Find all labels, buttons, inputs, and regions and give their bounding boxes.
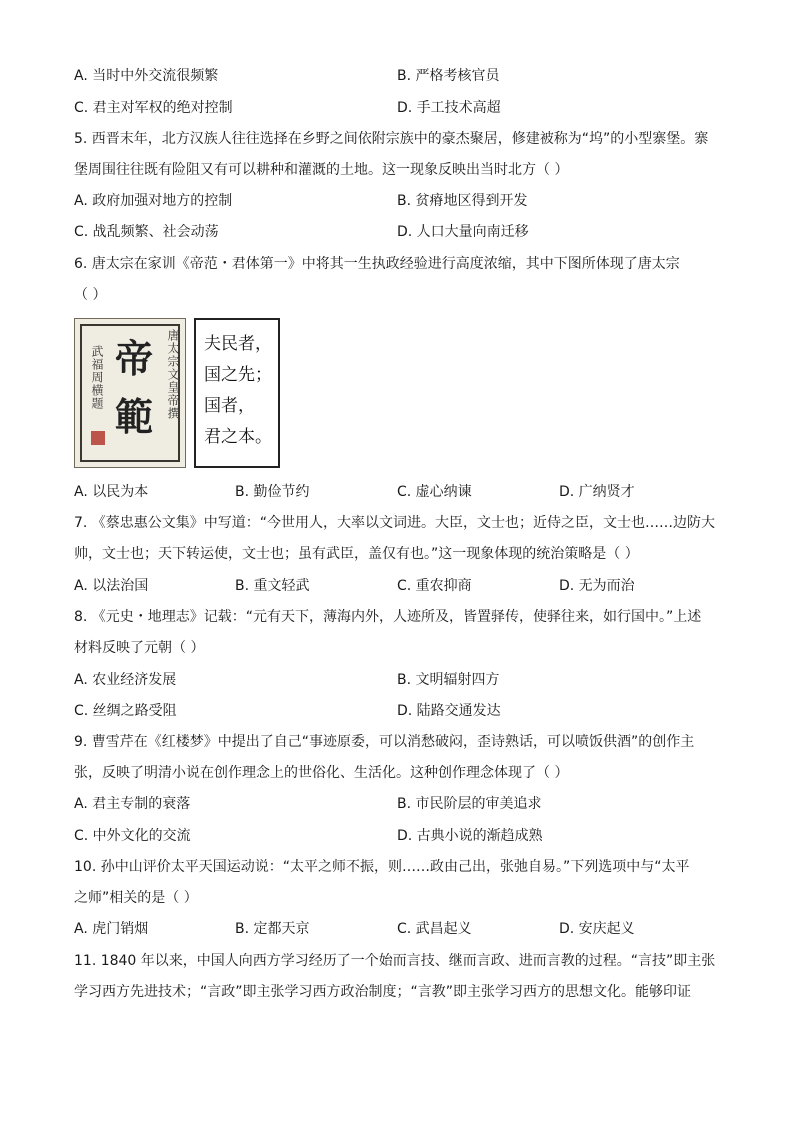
q5-option-c: C. 战乱频繁、社会动荡 [74,224,219,240]
q8-stem-line-2: 材料反映了元朝（ ） [74,640,205,656]
q4-option-a: A. 当时中外交流很频繁 [74,68,219,84]
book-cover-side-inscription-right: 唐太宗文皇帝撰 [166,329,180,420]
q9-option-d: D. 古典小说的渐趋成熟 [397,828,543,844]
q6-figure [74,318,284,472]
quote-box [194,318,280,468]
q6-option-b: B. 勤俭节约 [235,484,310,500]
q7-option-d: D. 无为而治 [559,578,635,594]
q7-option-a: A. 以法治国 [74,578,149,594]
q11-stem-line-1: 11. 1840 年以来，中国人向西方学习经历了一个始而言技、继而言政、进而言教的过程。“言技”即主张 [74,953,716,969]
q10-option-b: B. 定都天京 [235,921,310,937]
q9-option-b: B. 市民阶层的审美追求 [397,796,542,812]
q6-option-c: C. 虚心纳谏 [397,484,472,500]
q5-stem-line-2: 堡周围往往既有险阻又有可以耕种和灌溉的土地。这一现象反映出当时北方（ ） [74,162,569,178]
q7-stem-line-2: 帅，文士也；天下转运使，文士也；虽有武臣，盖仅有也。”这一现象体现的统治策略是（ ） [74,546,639,562]
q6-stem-line-1: 6. 唐太宗在家训《帝范・君体第一》中将其一生执政经验进行高度浓缩，其中下图所体现了唐太宗 [74,256,680,272]
q10-option-a: A. 虎门销烟 [74,921,149,937]
q6-option-a: A. 以民为本 [74,484,149,500]
q4-option-c: C. 君主对军权的绝对控制 [74,100,233,116]
q4-option-d: D. 手工技术高超 [397,100,501,116]
q8-stem-line-1: 8. 《元史・地理志》记载：“元有天下，薄海内外，人迹所及，皆置驿传，使驿往来，如行国中。”上述 [74,609,702,625]
q10-stem-line-2: 之师”相关的是（ ） [74,890,198,906]
book-cover-side-inscription-left: 武福周横题 [90,345,104,410]
q7-option-c: C. 重农抑商 [397,578,472,594]
q11-stem-line-2: 学习西方先进技术；“言政”即主张学习西方政治制度；“言教”即主张学习西方的思想文化。能够印证 [74,984,692,1000]
q8-option-a: A. 农业经济发展 [74,672,177,688]
q5-option-a: A. 政府加强对地方的控制 [74,193,233,209]
q8-option-d: D. 陆路交通发达 [397,703,501,719]
q7-stem-line-1: 7. 《蔡忠惠公文集》中写道：“今世用人，大率以文词进。大臣，文士也；近侍之臣，文士也……边防大 [74,515,716,531]
q8-option-c: C. 丝绸之路受阻 [74,703,177,719]
q10-option-c: C. 武昌起义 [397,921,472,937]
quote-line-1: 夫民者， [204,334,272,354]
q9-option-a: A. 君主专制的衰落 [74,796,191,812]
quote-line-3: 国者， [204,396,255,416]
quote-line-4: 君之本。 [204,427,272,447]
q10-option-d: D. 安庆起义 [559,921,635,937]
book-cover-title-char-1: 帝 [115,336,154,381]
book-cover-title-char-2: 範 [115,394,154,439]
q5-option-d: D. 人口大量向南迁移 [397,224,529,240]
book-cover-image [74,318,186,468]
q10-stem-line-1: 10. 孙中山评价太平天国运动说：“太平之师不振，则……政由己出，张弛自易。”下列选项中与“太平 [74,859,690,875]
q4-option-b: B. 严格考核官员 [397,68,500,84]
q6-option-d: D. 广纳贤才 [559,484,635,500]
q8-option-b: B. 文明辐射四方 [397,672,500,688]
q5-stem-line-1: 5. 西晋末年，北方汉族人往往选择在乡野之间依附宗族中的豪杰聚居，修建被称为“坞”的小型寨堡。寨 [74,131,709,147]
q9-option-c: C. 中外文化的交流 [74,828,191,844]
q9-stem-line-2: 张，反映了明清小说在创作理念上的世俗化、生活化。这种创作理念体现了（ ） [74,765,569,781]
q5-option-b: B. 贫瘠地区得到开发 [397,193,528,209]
q6-stem-line-2: （ ） [74,287,107,303]
quote-line-2: 国之先； [204,365,272,385]
q9-stem-line-1: 9. 曹雪芹在《红楼梦》中提出了自己“事迹原委，可以消愁破闷，歪诗熟话，可以喷饭供酒”的创作主 [74,734,695,750]
red-seal-icon [91,431,105,445]
q7-option-b: B. 重文轻武 [235,578,310,594]
